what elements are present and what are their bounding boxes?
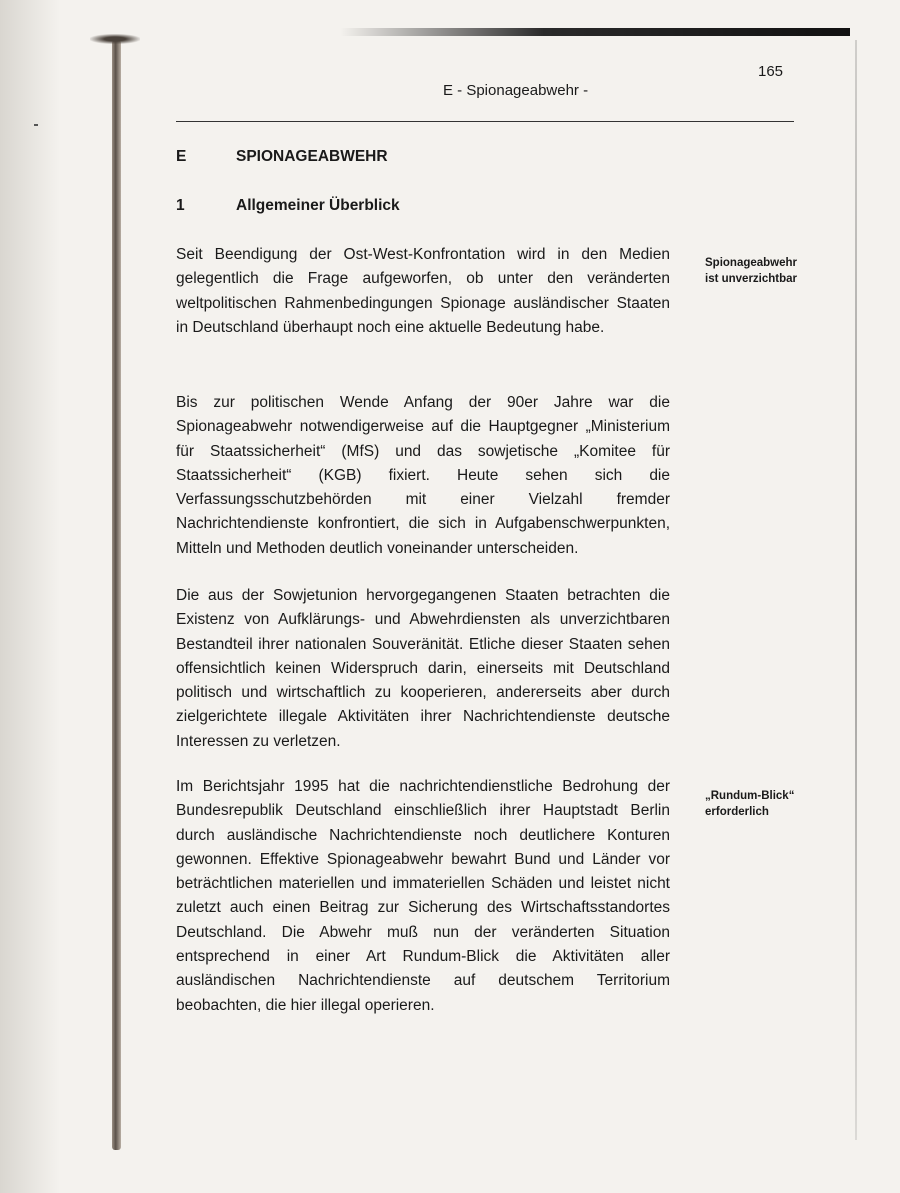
- chapter-title: SPIONAGEABWEHR: [236, 148, 388, 165]
- header-rule: [176, 121, 794, 122]
- chapter-number: E: [176, 148, 187, 165]
- margin-note-2: „Rundum-Blick“ erforderlich: [705, 790, 795, 818]
- section-title: Allgemeiner Überblick: [236, 197, 400, 214]
- running-head: E - Spionageabwehr -: [443, 82, 589, 99]
- page-right-edge: [855, 40, 857, 1140]
- book-spine: [112, 40, 121, 1150]
- scan-speck: [34, 124, 38, 126]
- spine-cap: [90, 34, 140, 44]
- paragraph-3: Die aus der Sowjetunion hervorgegangenen Staaten betrachten die Existenz von Aufklärungs- und Abwehrdiensten als unverzichtbaren Bestandteil ihrer nationalen Souveränität. Etliche dieser Staaten sehen offensichtlich keinen Widerspruch darin, einerseits mit Deutschland politisch und wirtschaftlich zu kooperieren, andererseits aber durch zielgerichtete illegale Aktivitäten ihrer Nachrichtendienste deutsche Interessen zu verletzen.: [176, 587, 670, 750]
- paragraph-1: Seit Beendigung der Ost-West-Konfrontation wird in den Medien gelegentlich die Frage aufgeworfen, ob unter den veränderten weltpolitischen Rahmenbedingungen Spionage ausländischer Staaten in Deutschland überhaupt noch eine aktuelle Bedeutung habe.: [176, 246, 670, 336]
- section-number: 1: [176, 197, 185, 214]
- scan-edge-bar: [340, 28, 850, 36]
- margin-note-1: Spionageabwehr ist unverzichtbar: [705, 257, 798, 285]
- paragraph-2: Bis zur politischen Wende Anfang der 90er Jahre war die Spionageabwehr notwendigerweise auf die Hauptgegner „Ministerium für Staatssicherheit“ (MfS) und das sowjetische „Komitee für Staatssicherheit“ (KGB) fixiert. Heute sehen sich die Verfassungsschutzbehörden mit einer Vielzahl fremder Nachrichtendienste konfrontiert, die sich in Aufgabenschwerpunkten, Mitteln und Methoden deutlich voneinander unterscheiden.: [176, 394, 670, 557]
- page-shadow: [0, 0, 60, 1193]
- page-number: 165: [758, 63, 784, 80]
- paragraph-4: Im Berichtsjahr 1995 hat die nachrichtendienstliche Bedrohung der Bundesrepublik Deutschland einschließlich ihrer Hauptstadt Berlin durch ausländische Nachrichtendienste noch deutlichere Konturen gewonnen. Effektive Spionageabwehr bewahrt Bund und Länder vor beträchtlichen materiellen und immateriellen Schäden und leistet nicht zuletzt auch einen Beitrag zur Sicherung des Wirtschaftsstandortes Deutschland. Die Abwehr muß nun der veränderten Situation entsprechend in einer Art Rundum-Blick die Aktivitäten aller ausländischen Nachrichtendienste auf deutschem Territorium beobachten, die hier illegal operieren.: [176, 778, 670, 1014]
